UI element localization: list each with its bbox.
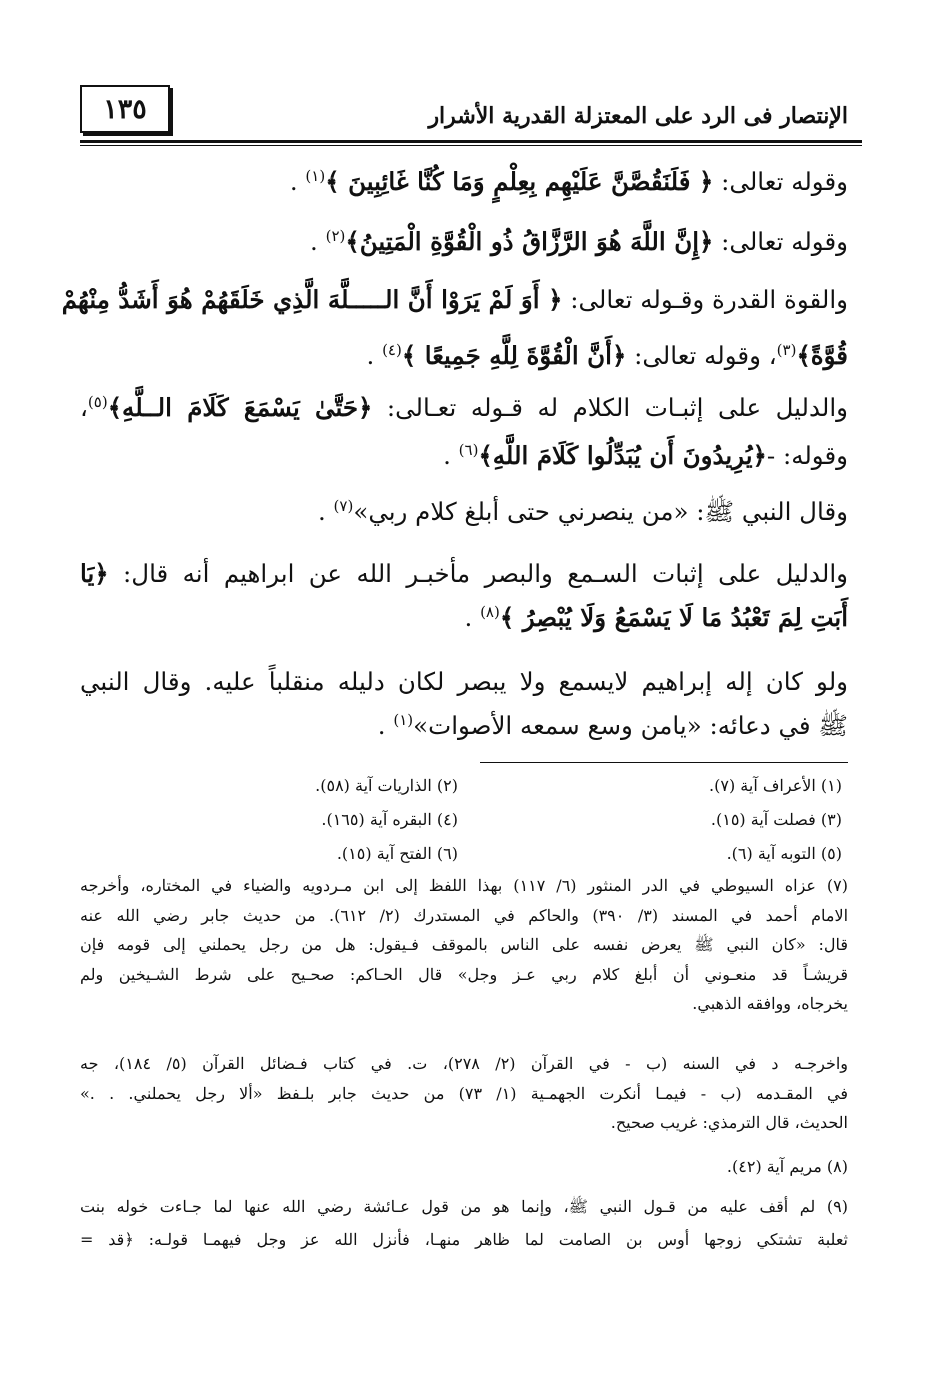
text: وقوله تعالى: <box>713 227 848 256</box>
text: والقوة القدرة وقـوله تعالى: <box>562 285 848 314</box>
text: والدليل على إثبات السـمع والبصر مأخبـر الله عن ابراهيم أنه قال: <box>108 559 848 588</box>
footnote-ref: (٣) <box>776 340 797 359</box>
text: . <box>317 497 334 526</box>
header-rule-thin <box>80 145 862 146</box>
quran-quote: ﴿حَتَّىٰ يَسْمَعَ كَلَامَ الــلَّهِ﴾ <box>107 393 373 422</box>
footnote: (٥) التوبه آية (٦). <box>726 843 842 863</box>
footnote-line: قريشـاً قد منعـوني أن أبلغ كلام ربي عـز وجل» قال الحـاكم: صحـيح على شرط الشـيخين ولم <box>80 964 848 984</box>
footnote: (٣) فصلت آية (١٥). <box>710 809 842 829</box>
footnote: (٤) البقره آية (١٦٥). <box>321 809 458 829</box>
text: . <box>464 603 481 632</box>
footnote: (٦) الفتح آية (١٥). <box>336 843 458 863</box>
footnote-ref: (٢) <box>325 226 346 245</box>
paragraph-3 <box>61 272 848 384</box>
text: . <box>443 441 459 470</box>
footnote-separator <box>480 762 848 763</box>
footnote-ref: (٨) <box>480 602 500 621</box>
footnote-9 <box>80 1192 848 1254</box>
footnote-row <box>80 802 848 836</box>
quran-quote: ﴿ فَلَنَقُصَّنَّ عَلَيْهِم بِعِلْمٍ وَمَا كُنَّا غَائِبِينَ ﴾ <box>325 167 714 196</box>
text: وقوله: - <box>766 441 848 470</box>
footnote-line: (٩) لم أقف عليه من قـول النبي ﷺ، وإنما هو من قول عـائشة رضي الله عنها لما جـاءت خوله بنت <box>80 1197 848 1216</box>
footnote: (١) الأعراف آية (٧). <box>709 775 842 795</box>
quran-quote: ﴿يُرِيدُونَ أَن يُبَدِّلُوا كَلَامَ اللَّهِ﴾ <box>478 441 767 470</box>
footnote-line: (٨) مريم آية (٤٢). <box>726 1157 848 1176</box>
footnote-line: الحديث، قال الترمذي: غريب صحيح. <box>610 1113 848 1132</box>
text: . <box>366 341 383 370</box>
footnote-ref: (٥) <box>87 392 108 411</box>
footnote-line: يخرجاه، ووافقه الذهبي. <box>692 994 848 1013</box>
footnote-ref: (٦) <box>458 440 479 459</box>
text: ، <box>80 393 88 422</box>
footnote: (٢) الذاريات آية (٥٨). <box>315 775 458 795</box>
text: وقال النبي ﷺ: «من ينصرني حتى أبلغ كلام ربي» <box>353 497 848 526</box>
footnote-7 <box>80 871 848 1019</box>
footnote-row <box>80 836 848 870</box>
quran-quote: ﴿ أَوَ لَمْ يَرَوْا أَنَّ الـــــلَّهَ الَّذِي خَلَقَهُمْ هُوَ أَشَدُّ مِنْهُمْ <box>61 285 563 314</box>
footnote-line: ثعلبة تشتكي زوجها أوس بن الصامت لما ظاهر منهـا، فأنزل الله عز وجل فيهمـا قولـه: ﴿قد = <box>80 1229 848 1249</box>
text: ، وقوله تعالى: <box>626 341 777 370</box>
text: . <box>377 711 394 740</box>
paragraph-1 <box>80 154 848 210</box>
footnote-ref: (١) <box>393 710 414 729</box>
paragraph-7 <box>80 654 848 754</box>
footnote-8 <box>80 1152 848 1182</box>
paragraph-6 <box>80 546 848 646</box>
header-rule <box>80 140 862 143</box>
footnote-line: الامام أحمد في المسند (٣/ ٣٩٠) والحاكم في المستدرك (٢/ ٦١٢). من حديث جابر رضي الله عنه <box>80 905 849 925</box>
footnote-line: واخرجـه د في السنه (ب - في القرآن (٢/ ٢٧٨)، ت. في كتاب فـضائل القرآن (٥/ ١٨٤)، جه <box>80 1054 848 1073</box>
running-header-title: الإنتصار فى الرد على المعتزلة القدرية الأشرار <box>428 103 848 129</box>
quran-quote: قُوَّةً﴾ <box>796 341 848 370</box>
text: ﷺ في دعائه: «يامن وسع سمعه الأصوات» <box>413 711 848 740</box>
quran-quote: ﴿إِنَّ اللَّهَ هُوَ الرَّزَّاقُ ذُو الْقُوَّةِ الْمَتِينُ﴾ <box>345 227 714 256</box>
text: . <box>289 167 306 196</box>
footnote-row <box>80 768 848 802</box>
footnotes-short <box>80 768 848 870</box>
footnote-ref: (١) <box>305 166 326 185</box>
paragraph-5 <box>80 484 848 540</box>
text: والدليل على إثبـات الكلام له قـوله تعـالى: <box>372 393 848 422</box>
footnote-line: في المقـدمه (ب - فيمـا أنكرت الجهمـية (١/ ٧٣) من حديث جابر بلـفظ «ألا رجل يحملني. . .» <box>80 1083 848 1103</box>
text: وقوله تعالى: <box>713 167 848 196</box>
footnote-line: (٧) عزاه السيوطي في الدر المنثور (٦/ ١١٧) بهذا اللفظ إلى ابن مـردويه والضياء في المختاره، وأخرجه <box>80 876 849 895</box>
quran-quote: ﴿أَنَّ الْقُوَّةَ لِلَّهِ جَمِيعًا ﴾ <box>401 341 627 370</box>
text: . <box>310 227 326 256</box>
paragraph-2 <box>80 214 848 270</box>
text: ولو كان إله إبراهيم لايسمع ولا يبصر لكان دليله منقلباً عليه. وقال النبي <box>80 667 848 696</box>
quran-quote: ﴿يَا <box>80 559 109 588</box>
paragraph-4 <box>80 380 848 484</box>
page-number: ١٣٥ <box>80 85 170 133</box>
footnote-line: قال: «كان النبي ﷺ يعرض نفسه على الناس بالموقف فـيقول: هل من رجل يحملني إلى قومه فإن <box>80 935 848 954</box>
quran-quote: أَبَتِ لِمَ تَعْبُدُ مَا لَا يَسْمَعُ وَلَا يُبْصِرُ ﴾ <box>499 603 848 632</box>
footnote-ref: (٧) <box>333 496 354 515</box>
footnote-ref: (٤) <box>382 340 402 359</box>
footnote-7-continued <box>80 1049 848 1138</box>
